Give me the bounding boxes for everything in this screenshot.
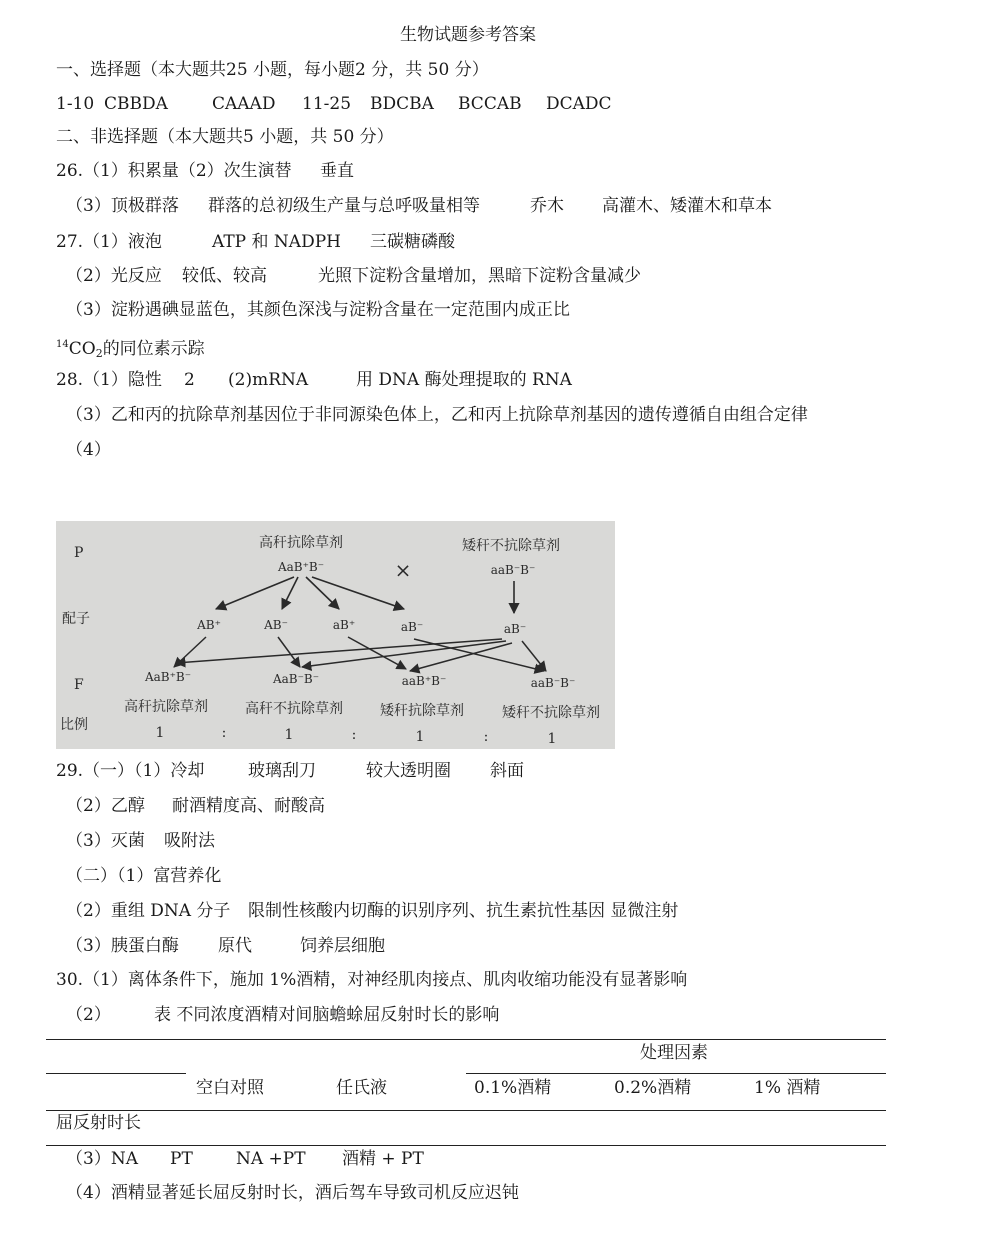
q30-part-number: （2） [66,1005,111,1025]
offspring-2-genotype: AaB⁻B⁻ [272,672,320,686]
isotope-mass: 14 [56,339,69,350]
q27-part6: 光照下淀粉含量增加，黑暗下淀粉含量减少 [318,266,641,286]
parent-to-gamete-arrows [216,577,514,613]
q26-line2 [66,195,772,217]
table-col-ringer: 任氏液 [336,1078,387,1098]
q30-line2 [66,1004,499,1026]
gamete-4: aB⁻ [400,620,424,634]
q26-part2: 垂直 [320,161,354,181]
q29-part10: 限制性核酸内切酶的识别序列、抗生素抗性基因 显微注射 [248,901,679,921]
offspring-4-genotype: aaB⁻B⁻ [530,676,576,690]
formula-subscript: 2 [95,347,103,360]
q30-part4: 酒精 + PT [342,1149,424,1169]
q29-line6 [66,935,385,957]
parent1-phenotype: 高秆抗除草剂 [259,535,343,551]
q28-line3: （4） [66,440,111,460]
table-header-rule [46,1110,886,1111]
q27-line2 [66,265,641,287]
mc-answers-1-group-b: CAAAD [212,94,276,114]
table-col-blank-control: 空白对照 [196,1078,264,1098]
cross-symbol: × [394,558,412,582]
gamete-1: AB⁺ [197,618,221,632]
q30-line1: 30.（1）离体条件下，施加 1%酒精，对神经肌肉接点、肌肉收缩功能没有显著影响 [56,970,688,990]
q26-part3: （3）顶极群落 [66,196,179,216]
section2-heading: 二、非选择题（本大题共5 小题，共 50 分） [56,127,394,147]
q28-line1 [56,369,572,391]
mc-answers-1-group-a: CBBDA [104,94,168,114]
q27-line4-text: 的同位素示踪 [102,339,205,359]
q29-part7: （3）灭菌 [66,831,145,851]
q26-part1: 26.（1）积累量（2）次生演替 [56,161,292,181]
table-group-header: 处理因素 [640,1043,708,1063]
q29-part1: 29.（一）（1）冷却 [56,761,205,781]
gamete-5: aB⁻ [503,622,527,636]
q28-part3: (2)mRNA [228,370,309,390]
ratio-1: 1 [155,725,165,741]
q27-line3: （3）淀粉遇碘显蓝色，其颜色深浅与淀粉含量在一定范围内成正比 [66,300,570,320]
q27-part1: 27.（1）液泡 [56,232,162,252]
q29-part4: 斜面 [490,761,524,781]
ratio-sep-2: : [351,727,357,743]
q27-part3: 三碳糖磷酸 [370,232,455,252]
q29-part11: （3）胰蛋白酶 [66,936,179,956]
q28-part4: 用 DNA 酶处理提取的 RNA [356,370,572,390]
genetic-cross-diagram [56,521,615,749]
q26-part5: 乔木 [530,196,564,216]
q27-part4: （2）光反应 [66,266,162,286]
table-group-subrule [466,1073,886,1074]
q29-line1 [56,760,524,782]
q29-part13: 饲养层细胞 [300,936,385,956]
mc-range-1: 1-10 [56,94,95,114]
q27-part5: 较低、较高 [182,266,267,286]
q29-part5: （2）乙醇 [66,796,145,816]
q29-line5 [66,900,678,922]
q28-part2: 2 [184,370,195,390]
q26-line1 [56,160,354,182]
parent2-phenotype: 矮秆不抗除草剂 [462,538,560,554]
q29-part12: 原代 [218,936,252,956]
q29-part2: 玻璃刮刀 [248,761,316,781]
table-col-alcohol-01: 0.1%酒精 [474,1078,552,1098]
gamete-2: AB⁻ [264,618,288,632]
offspring-3-genotype: aaB⁺B⁻ [401,674,447,688]
q27-line1 [56,231,455,253]
mc-answers-2-group-b: BCCAB [458,94,522,114]
table-row-label: 屈反射时长 [56,1113,141,1133]
row-label-ratio: 比例 [60,717,88,733]
ratio-4: 1 [547,731,557,747]
row-label-f: F [74,677,84,693]
q29-part8: 吸附法 [164,831,215,851]
offspring-4-phenotype: 矮秆不抗除草剂 [502,705,600,721]
q28-line2: （3）乙和丙的抗除草剂基因位于非同源染色体上，乙和丙上抗除草剂基因的遗传遵循自由组合定律 [66,405,808,425]
offspring-1-genotype: AaB⁺B⁻ [144,670,192,684]
section1-heading: 一、选择题（本大题共25 小题，每小题2 分，共 50 分） [56,60,489,80]
offspring-3-phenotype: 矮秆抗除草剂 [380,703,464,719]
page-title: 生物试题参考答案 [400,25,536,45]
q30-part3: NA +PT [236,1149,306,1169]
ratio-2: 1 [284,727,294,743]
row-label-gamete: 配子 [62,611,90,627]
mc-answers-row [56,93,612,115]
table-caption: 表 不同浓度酒精对间脑蟾蜍屈反射时长的影响 [154,1005,500,1025]
q26-part4: 群落的总初级生产量与总呼吸量相等 [208,196,480,216]
mc-answers-2-group-a: BDCBA [370,94,434,114]
q29-line2 [66,795,325,817]
mc-range-2: 11-25 [302,94,352,114]
q28-part1: 28.（1）隐性 [56,370,162,390]
row-label-p: P [74,545,84,561]
parent1-genotype: AaB⁺B⁻ [277,560,325,574]
q29-part3: 较大透明圈 [366,761,451,781]
gamete-3: aB⁺ [332,618,356,632]
table-bottom-rule [46,1145,886,1146]
q27-line4 [56,334,205,365]
parent2-genotype: aaB⁻B⁻ [490,563,536,577]
q29-part6: 耐酒精度高、耐酸高 [172,796,325,816]
q26-part6: 高灌木、矮灌木和草本 [602,196,772,216]
mc-answers-2-group-c: DCADC [546,94,612,114]
q30-part1: （3）NA [66,1149,138,1169]
q30-line4: （4）酒精显著延长屈反射时长，酒后驾车导致司机反应迟钝 [66,1183,519,1203]
ratio-sep-3: : [483,729,489,745]
q29-part9: （2）重组 DNA 分子 [66,901,231,921]
gamete-to-offspring-arrows [174,637,546,671]
formula: CO [68,339,96,359]
ratio-sep-1: : [221,725,227,741]
table-top-rule [46,1039,886,1040]
table-left-subrule [46,1073,186,1074]
table-col-alcohol-02: 0.2%酒精 [614,1078,692,1098]
offspring-1-phenotype: 高秆抗除草剂 [124,699,208,715]
table-col-alcohol-1: 1% 酒精 [754,1078,821,1098]
q30-part2: PT [170,1149,193,1169]
q27-part2: ATP 和 NADPH [212,232,341,252]
ratio-3: 1 [415,729,425,745]
q30-line3 [66,1148,424,1170]
q29-line3 [66,830,215,852]
q29-line4: （二）（1）富营养化 [66,866,222,886]
offspring-2-phenotype: 高秆不抗除草剂 [245,701,343,717]
